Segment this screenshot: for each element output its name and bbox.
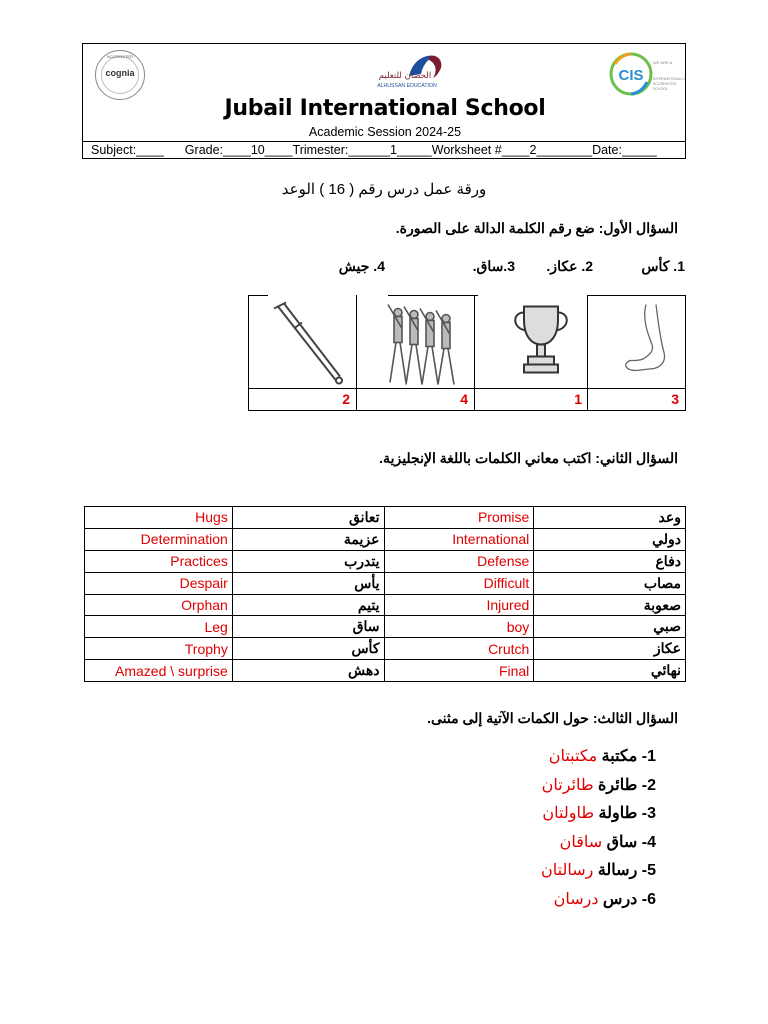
vocab-english-1: Defense — [384, 550, 534, 572]
vocab-arabic-2: يتدرب — [232, 550, 384, 572]
plural-item-word: ساق — [606, 833, 638, 851]
vocab-arabic-1: عكاز — [534, 638, 686, 660]
vocab-english-2: Trophy — [85, 638, 233, 660]
foot-leg-sketch-icon — [596, 297, 680, 390]
q1-word-3: 3.ساق. — [472, 258, 515, 274]
vocab-arabic-1: صعوبة — [534, 594, 686, 616]
answer-trophy: 1 — [574, 391, 582, 407]
vocab-arabic-1: دولي — [534, 528, 686, 550]
picture-matching-table — [248, 295, 686, 411]
plural-item-word: مكتبة — [601, 748, 638, 765]
plural-item — [541, 886, 656, 915]
plural-item — [541, 743, 656, 772]
plural-item-number: 3- — [641, 805, 656, 822]
vocab-arabic-1: نهائي — [534, 660, 686, 682]
question-3-title: السؤال الثالث: حول الكمات الآتية إلى مثنى. — [427, 710, 678, 726]
plural-item-word: طائرة — [598, 776, 638, 794]
plural-item-number: 2- — [641, 776, 656, 794]
alhussan-logo-icon — [367, 50, 457, 94]
trophy-cup-icon — [506, 297, 576, 390]
plural-item-answer: درسان — [553, 890, 599, 908]
vocab-arabic-2: عزيمة — [232, 528, 384, 550]
vocab-arabic-2: يأس — [232, 572, 384, 594]
vocab-arabic-1: وعد — [534, 507, 686, 529]
plural-item-number: 1- — [641, 748, 656, 765]
vocab-row — [85, 572, 686, 594]
vocab-english-2: Practices — [85, 550, 233, 572]
vocab-english-2: Hugs — [85, 507, 233, 529]
plural-item — [541, 829, 656, 858]
vocab-arabic-2: كأس — [232, 638, 384, 660]
svg-text:ACCREDITED: ACCREDITED — [653, 82, 677, 86]
vocabulary-table — [84, 506, 686, 682]
plural-item-word: درس — [602, 890, 638, 908]
question-1-title: السؤال الأول: ضع رقم الكلمة الدالة على الصورة. — [395, 220, 678, 236]
plural-item-answer: طائرتان — [541, 776, 594, 794]
question-2-title: السؤال الثاني: اكتب معاني الكلمات باللغة الإنجليزية. — [379, 450, 678, 466]
vocab-english-2: Despair — [85, 572, 233, 594]
vocab-arabic-1: صبي — [534, 616, 686, 638]
plural-item-word: طاولة — [598, 805, 638, 822]
vocab-english-2: Determination — [85, 528, 233, 550]
plural-item-answer: مكتبتان — [548, 748, 598, 765]
cognia-logo-icon: ACCREDITED cognia — [95, 50, 145, 100]
vocab-row — [85, 638, 686, 660]
vocab-row — [85, 528, 686, 550]
svg-text:الحصان للتعليم: الحصان للتعليم — [378, 71, 432, 81]
question-1-word-list — [300, 258, 685, 280]
vocab-english-2: Leg — [85, 616, 233, 638]
worksheet-header — [82, 43, 686, 159]
plural-item-answer: رسالتان — [541, 862, 594, 879]
crutch-icon — [266, 297, 350, 390]
q1-word-1: 1. كأس — [641, 258, 685, 274]
vocab-english-1: Final — [384, 660, 534, 682]
plural-item — [541, 857, 656, 886]
plural-item — [541, 800, 656, 829]
answer-crutch: 2 — [342, 391, 350, 407]
vocab-english-2: Orphan — [85, 594, 233, 616]
cis-logo-icon — [609, 50, 686, 98]
vocab-row — [85, 594, 686, 616]
academic-session: Academic Session 2024-25 — [308, 125, 462, 139]
svg-text:SCHOOL: SCHOOL — [653, 87, 669, 91]
plural-item-answer: طاولتان — [542, 805, 595, 822]
vocab-english-2: Amazed \ surprise — [85, 660, 233, 682]
svg-text:INTERNATIONALLY: INTERNATIONALLY — [653, 77, 686, 81]
plural-item-number: 4- — [641, 833, 656, 851]
answer-soldiers: 4 — [460, 391, 468, 407]
vocab-arabic-2: ساق — [232, 616, 384, 638]
vocab-row — [85, 616, 686, 638]
q1-word-2: 2. عكاز. — [546, 258, 593, 274]
svg-text:WE ARE A: WE ARE A — [653, 60, 673, 65]
plural-item — [541, 772, 656, 801]
vocab-arabic-1: دفاع — [534, 550, 686, 572]
plural-item-number: 6- — [641, 890, 656, 908]
q1-word-4: 4. جيش — [338, 258, 385, 274]
marching-soldiers-icon — [384, 297, 464, 390]
vocab-row — [85, 550, 686, 572]
vocab-english-1: Crutch — [384, 638, 534, 660]
vocab-arabic-1: مصاب — [534, 572, 686, 594]
answer-leg: 3 — [671, 391, 679, 407]
plural-item-answer: ساقان — [559, 833, 603, 851]
vocab-arabic-2: دهش — [232, 660, 384, 682]
vocab-english-1: Difficult — [384, 572, 534, 594]
vocab-english-1: boy — [384, 616, 534, 638]
vocab-arabic-2: يتيم — [232, 594, 384, 616]
plural-item-word: رسالة — [597, 862, 638, 879]
vocab-row — [85, 507, 686, 529]
svg-text:CIS: CIS — [618, 67, 644, 84]
school-name: Jubail International School — [224, 96, 546, 121]
svg-text:ALHUSSAN EDUCATION: ALHUSSAN EDUCATION — [377, 83, 437, 89]
worksheet-title: ورقة عمل درس رقم ( 16 ) الوعد — [281, 181, 487, 198]
vocab-arabic-2: تعانق — [232, 507, 384, 529]
vocab-row — [85, 660, 686, 682]
vocab-english-1: Promise — [384, 507, 534, 529]
vocab-english-1: International — [384, 528, 534, 550]
plural-answers-list — [541, 743, 656, 914]
plural-item-number: 5- — [641, 862, 656, 879]
subject-grade-line: Subject:____ Grade:____10____Trimester:______1_____Worksheet #____2________Date:_____ — [91, 143, 657, 157]
vocab-english-1: Injured — [384, 594, 534, 616]
